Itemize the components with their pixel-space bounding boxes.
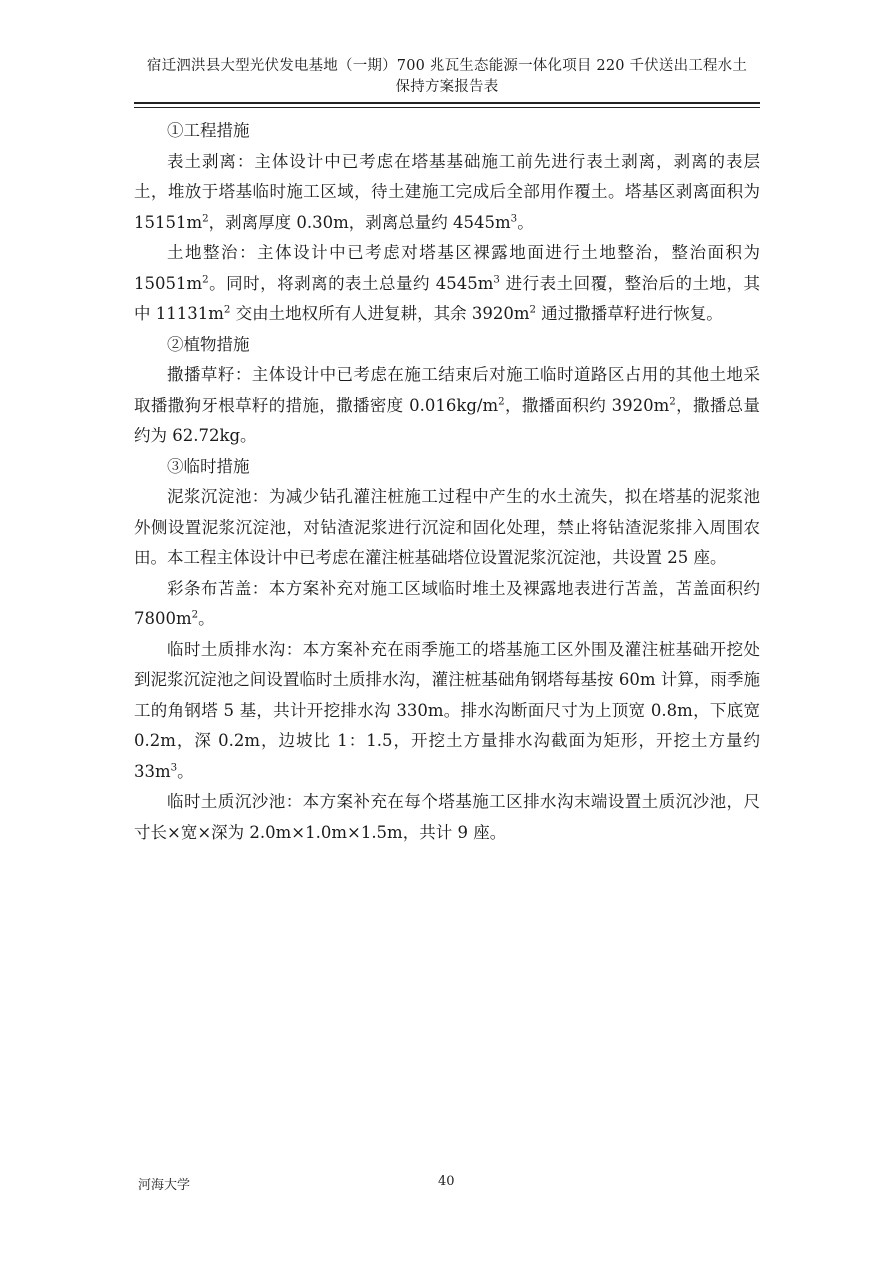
section-heading: ②植物措施 (167, 334, 250, 354)
unit-superscript: 3 (170, 762, 178, 773)
body-paragraph: 临时土质沉沙池：本方案补充在每个塔基施工区排水沟末端设置土质沉沙池，尺寸长×宽×深为 2.0m×1.0m×1.5m，共计 9 座。 (134, 792, 760, 842)
unit-superscript: 2 (669, 396, 676, 407)
header-title-line-2: 保持方案报告表 (395, 79, 499, 95)
header-rule-thin (134, 107, 760, 108)
unit-superscript: 2 (498, 396, 505, 407)
header-rule-thick (134, 102, 760, 104)
unit-superscript: 2 (202, 213, 209, 224)
body-paragraph: 土地整治：主体设计中已考虑对塔基区裸露地面进行土地整治，整治面积为 $15051m^2$。同时，将剥离的表土总量约 $4545m^3$ 进行表土回覆，整治后的土地，其中 $11131m^2$ 交由土地权所有人进复耕，其余 $3920m^2$ 通过撒播草籽进行恢复。 (134, 243, 760, 323)
page-number: 40 (438, 1174, 455, 1189)
section-heading: ①工程措施 (167, 121, 250, 140)
page-header (134, 56, 760, 98)
body-paragraph: 泥浆沉淀池：为减少钻孔灌注桩施工过程中产生的水土流失，拟在塔基的泥浆池外侧设置泥浆沉淀池，对钻渣泥浆进行沉淀和固化处理，禁止将钻渣泥浆排入周围农田。本工程主体设计中已考虑在灌注桩基础塔位设置泥浆沉淀池，共设置 25 座。 (134, 487, 760, 567)
unit-superscript: 2 (202, 274, 209, 285)
document-body (134, 116, 760, 848)
unit-superscript: 2 (223, 304, 231, 316)
unit-superscript: 2 (529, 304, 537, 316)
body-paragraph: 临时土质排水沟：本方案补充在雨季施工的塔基施工区外围及灌注桩基础开挖处到泥浆沉淀池之间设置临时土质排水沟，灌注桩基础角钢塔每基按 60m 计算，雨季施工的角钢塔 5 基，共计开挖排水沟 330m。排水沟断面尺寸为上顶宽 0.8m，下底宽 0.2m，深 0.2m，边坡比 1：1.5，开挖土方量排水沟截面为矩形，开挖土方量约 $33m^3$。 (134, 639, 760, 781)
body-paragraph: 表土剥离：主体设计中已考虑在塔基基础施工前先进行表土剥离，剥离的表层土，堆放于塔基临时施工区域，待土建施工完成后全部用作覆土。塔基区剥离面积为 $15151m^2$，剥离厚度 0.30m，剥离总量约 $4545m^3$。 (134, 151, 760, 232)
unit-superscript: 2 (191, 609, 199, 621)
body-paragraph: 彩条布苫盖：本方案补充对施工区域临时堆土及裸露地表进行苫盖，苫盖面积约 $7800m^2$。 (134, 578, 760, 628)
body-paragraph: 撒播草籽：主体设计中已考虑在施工结束后对施工临时道路区占用的其他土地采取播撒狗牙根草籽的措施，撒播密度 $0.016kg/m^2$，撒播面积约 $3920m^2$，撒播总量约为 62.72kg。 (134, 365, 761, 445)
unit-superscript: 3 (510, 213, 518, 224)
footer-institution: 河海大学 (138, 1178, 191, 1193)
unit-superscript: 3 (493, 274, 500, 285)
section-heading: ③临时措施 (167, 456, 250, 476)
header-title-line-1: 宿迁泗洪县大型光伏发电基地（一期）700 兆瓦生态能源一体化项目 220 千伏送出工程水土 (146, 58, 748, 74)
